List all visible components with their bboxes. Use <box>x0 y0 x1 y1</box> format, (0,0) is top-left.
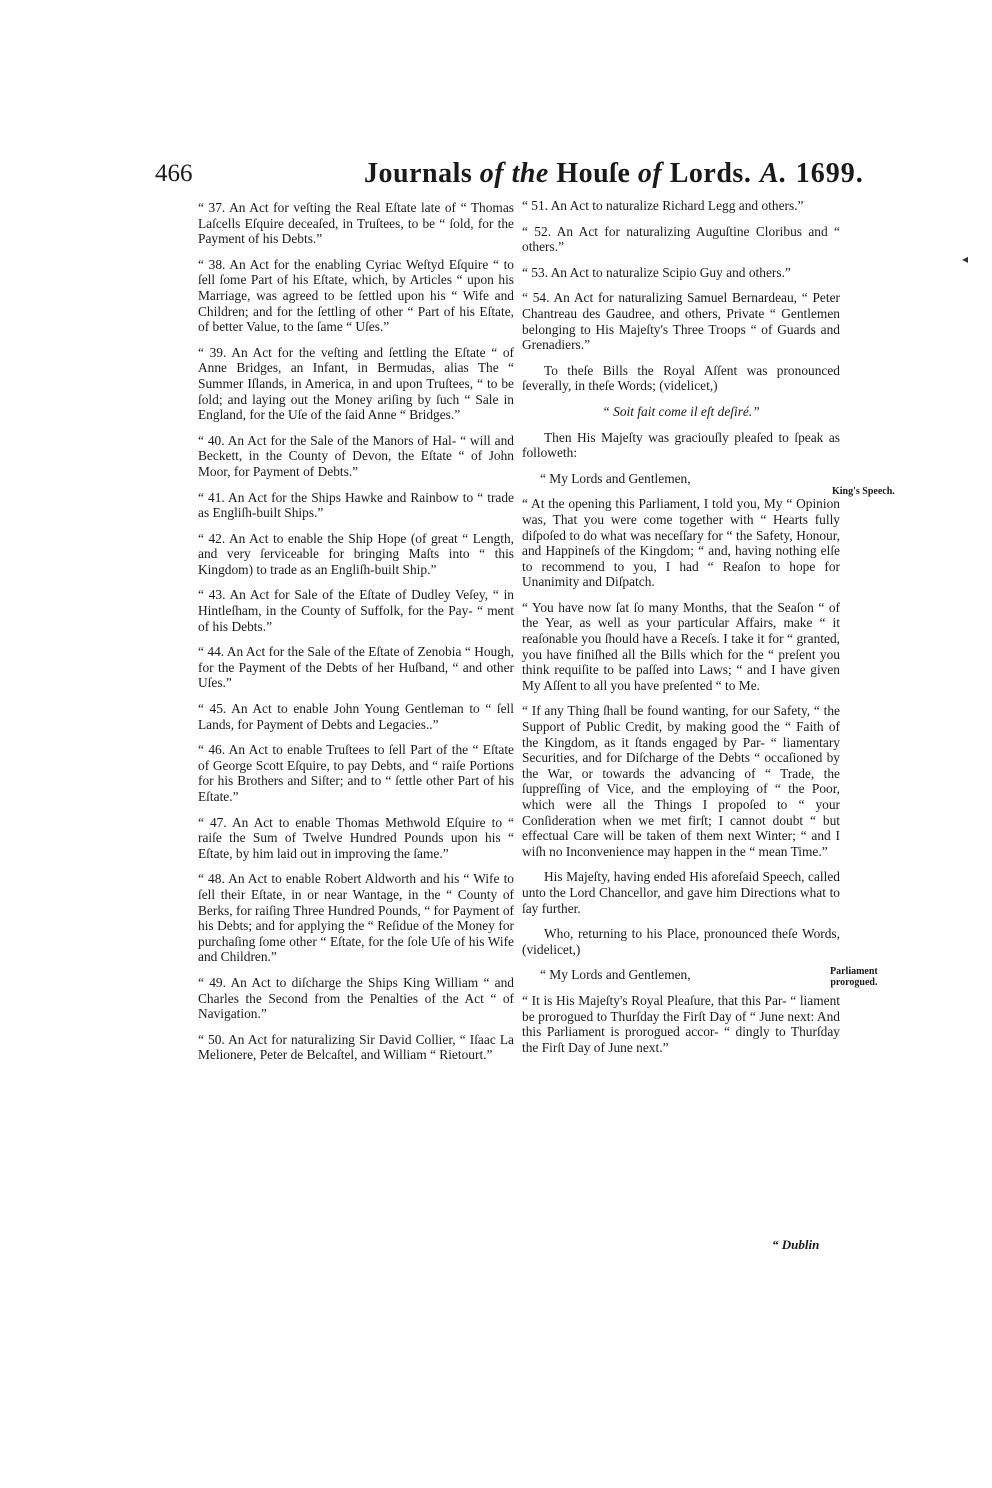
royal-assent-note: To theſe Bills the Royal Aſſent was pronounced ſeverally, in theſe Words; (videlicet,) <box>522 362 840 394</box>
act-45: “ 45. An Act to enable John Young Gentleman to “ ſell Lands, for Payment of Debts and Legacies..” <box>198 701 514 732</box>
act-49: “ 49. An Act to diſcharge the Ships King William “ and Charles the Second from the Penalties of the Act “ of Navigation.” <box>198 974 514 1022</box>
act-46: “ 46. An Act to enable Truſtees to ſell Part of the “ Eſtate of George Scott Eſquire, to pay Debts, and “ raiſe Portions for his Brothers and Siſter; and to “ ſettle other Part of his Eſtate.” <box>198 742 514 804</box>
act-42: “ 42. An Act to enable the Ship Hope (of great “ Length, and very ſerviceable for bringing Maſts into “ this Kingdom) to trade as an Engliſh-built Ship.” <box>198 530 514 577</box>
speech-paragraph-1: “ At the opening this Parliament, I told you, My “ Opinion was, That you were come together with “ Hearts fully diſpoſed to do what was neceſſary for “ the Safety, Honour, and Happineſs of the Kingdom; “ and, having nothing elſe to recommend to you, I had “ Reaſon to hope for Unanimity and Diſpatch. <box>522 496 840 590</box>
act-52: “ 52. An Act for naturalizing Auguſtine Cloribus and “ others.” <box>522 223 840 255</box>
act-53: “ 53. An Act to naturalize Scipio Guy and others.” <box>522 264 791 280</box>
act-51: “ 51. An Act to naturalize Richard Legg and others.” <box>522 198 804 213</box>
act-40: “ 40. An Act for the Sale of the Manors of Hal- “ will and Beckett, in the County of Devon, the Eſtate “ of John Moor, for Payment of Debts.” <box>198 432 514 479</box>
speech-paragraph-3: “ If any Thing ſhall be found wanting, for our Safety, “ the Support of Public Credit, by making good the “ Faith of the Kingdom, as it ſtands engaged by Par- “ liamentary Securities, and for Diſcharge of the Debts “ occaſioned by the War, or towards the advancing of “ Trade, the ſuppreſſing of Vice, and the employing of “ the Poor, which were all the Things I propoſed to “ your Conſideration when we met firſt; I cannot doubt “ but effectual Care will be taken of them next Winter; “ and I wiſh no Inconvenience may happen in the “ mean Time.” <box>522 703 840 859</box>
right-column <box>522 198 840 1065</box>
act-54: “ 54. An Act for naturalizing Samuel Bernardeau, “ Peter Chantreau des Gaudree, and others, Private “ Gentlemen belonging to His Majeſty's Three Troops “ of Guards and Grenadiers.” <box>522 290 840 353</box>
page-number: 466 <box>155 160 193 187</box>
running-title: Journals of the Houſe of Lords. <box>364 158 752 189</box>
prorogation-statement: “ It is His Majeſty's Royal Pleaſure, that this Par- “ liament be prorogued to Thurſday the Firſt Day of “ June next: And this Parliament is prorogued accor- “ dingly to Thurſday the Firſt Day of June next.” <box>522 992 840 1055</box>
act-47: “ 47. An Act to enable Thomas Methwold Eſquire to “ raiſe the Sum of Twelve Hundred Pounds upon his “ Eſtate, by him laid out in improving the ſame.” <box>198 814 514 861</box>
royal-assent-formula: “ Soit fait come il eſt deſiré.” <box>602 403 760 419</box>
act-37: “ 37. An Act for veſting the Real Eſtate late of “ Thomas Laſcells Eſquire deceaſed, in Truſtees, to be “ ſold, for the Payment of his Debts.” <box>198 200 514 247</box>
act-39: “ 39. An Act for the veſting and ſettling the Eſtate “ of Anne Bridges, an Infant, in Bermudas, alias The “ Summer Iſlands, in America, in and upon Truſtees, “ to be ſold; and laying out the Money ariſing by ſuch “ Sale in England, for the Uſe of the ſaid Anne “ Bridges.” <box>198 344 514 423</box>
catchword: “ Dublin <box>772 1237 820 1252</box>
speech-paragraph-2: “ You have now ſat ſo many Months, that the Seaſon “ of the Year, as well as your particular Affairs, make “ it reaſonable you ſhould have a Receſs. I take it for “ granted, you have finiſhed all the Bills which for the “ preſent you think requiſite to be paſſed into Laws; “ and I have given My Aſſent to all you have preſented “ to Me. <box>522 599 840 693</box>
margin-mark-icon: ◂ <box>962 252 969 266</box>
majesty-speaks-intro: Then His Majeſty was graciouſly pleaſed to ſpeak as followeth: <box>522 429 840 461</box>
act-41: “ 41. An Act for the Ships Hawke and Rainbow to “ trade as Engliſh-built Ships.” <box>198 489 514 521</box>
margin-note-prorogued: Parliament prorogued. <box>830 966 878 988</box>
left-column <box>198 200 514 1073</box>
returning-note: Who, returning to his Place, pronounced theſe Words, (videlicet,) <box>522 926 840 957</box>
chancellor-salutation: “ My Lords and Gentlemen, <box>540 967 691 983</box>
act-43: “ 43. An Act for Sale of the Eſtate of Dudley Veſey, “ in Hintleſham, in the County of Suffolk, for the Pay- “ ment of his Debts.” <box>198 587 514 634</box>
act-44: “ 44. An Act for the Sale of the Eſtate of Zenobia “ Hough, for the Payment of the Debts of her Huſband, “ and other Uſes.” <box>198 644 514 691</box>
lord-chancellor-note: His Majeſty, having ended His aforeſaid Speech, called unto the Lord Chancellor, and gave him Directions what to ſay further. <box>522 869 840 916</box>
speech-salutation: “ My Lords and Gentlemen, <box>540 470 691 486</box>
act-50: “ 50. An Act for naturalizing Sir David Collier, “ Iſaac La Melionere, Peter de Belcaſtel, and William “ Rietourt.” <box>198 1031 514 1063</box>
margin-note-kings-speech: King's Speech. <box>832 486 895 497</box>
act-38: “ 38. An Act for the enabling Cyriac Weſtyd Eſquire “ to ſell ſome Part of his Eſtate, which, by Articles “ upon his Marriage, was agreed to be ſettled upon his “ Wife and Children; and for the ſettling of other “ Part of his Eſtate, of better Value, to the ſame “ Uſes.” <box>198 256 514 335</box>
act-48: “ 48. An Act to enable Robert Aldworth and his “ Wife to ſell their Eſtate, in or near Wantage, in the “ County of Berks, for raiſing Three Hundred Pounds, “ for Payment of his Debts; and for applying the “ Reſidue of the Money for purchaſing ſome other “ Eſtate, for the ſole Uſe of his Wife and Children.” <box>198 871 514 965</box>
running-year: A. 1699. <box>760 158 864 189</box>
